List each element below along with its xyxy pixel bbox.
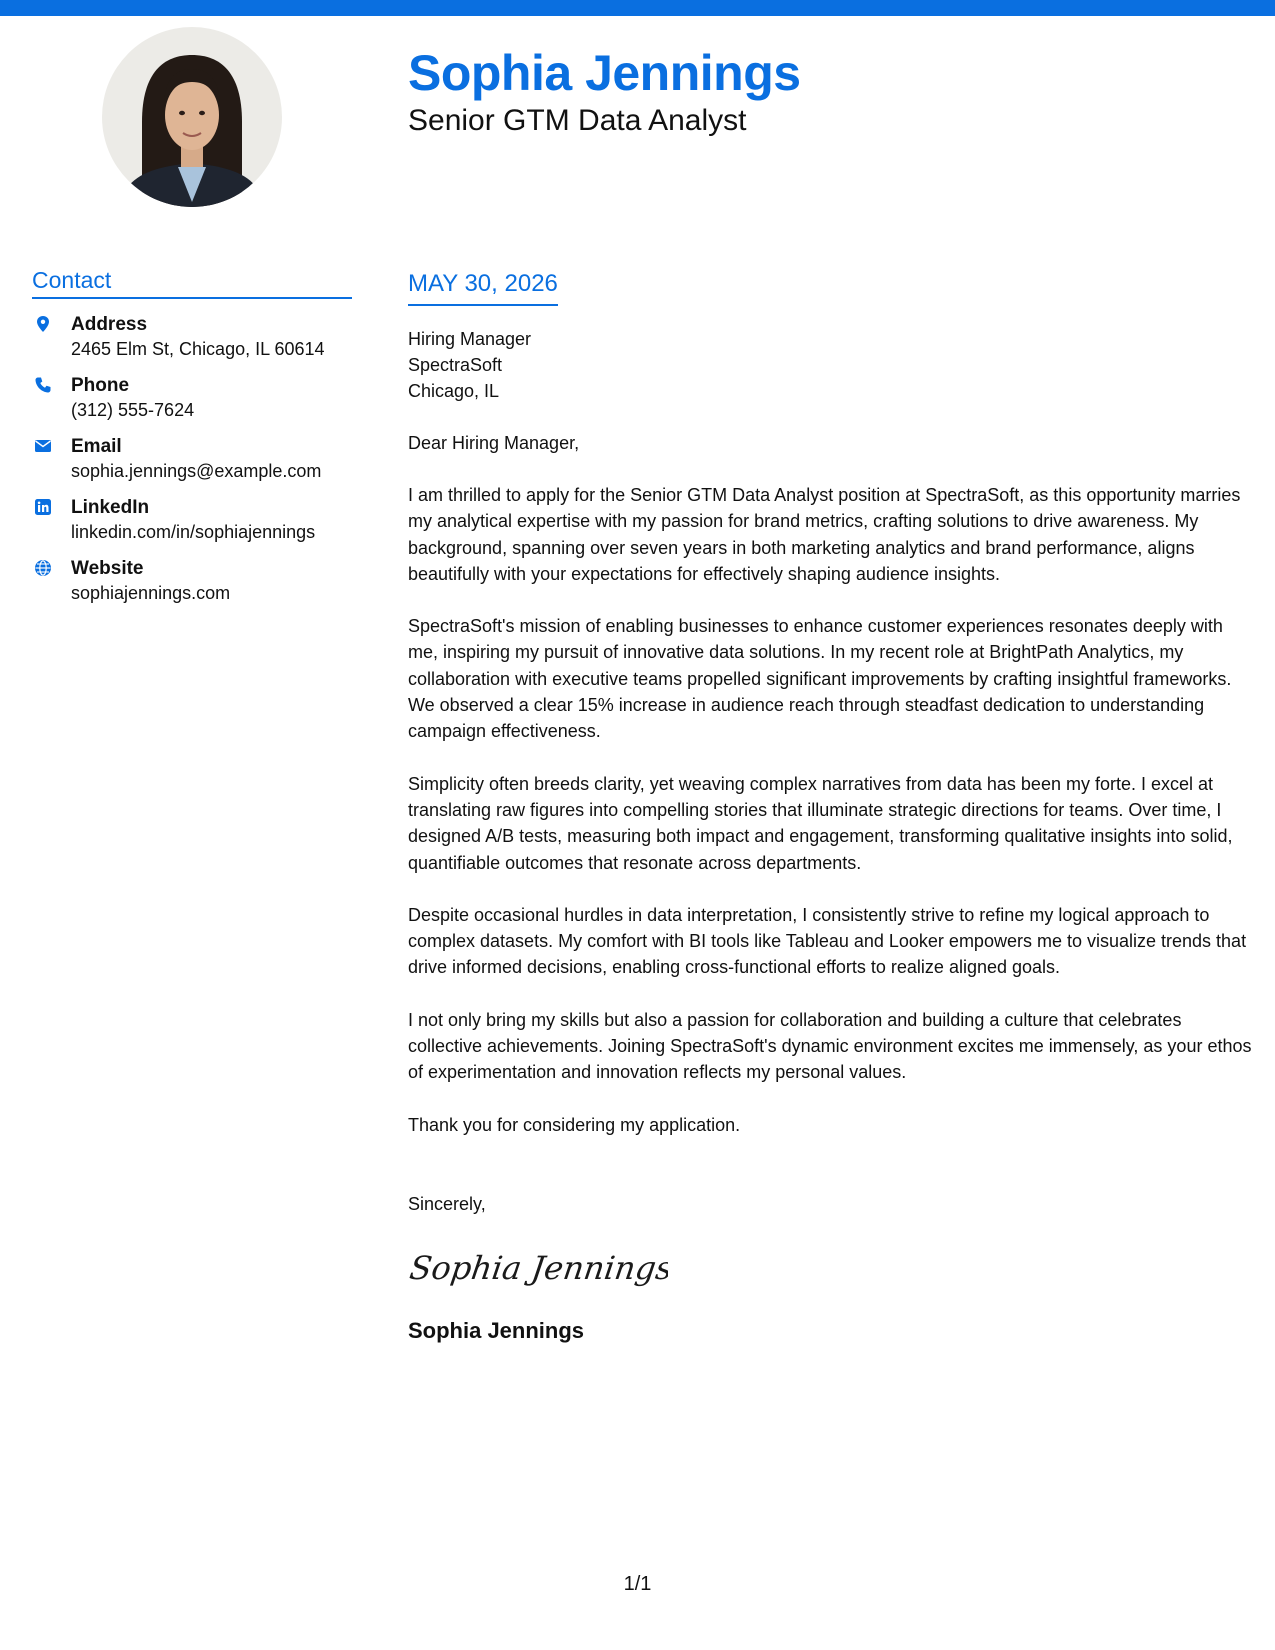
signer-name: Sophia Jennings bbox=[408, 1317, 585, 1343]
letter-paragraph: Simplicity often breeds clarity, yet weaving complex narratives from data has been my forte. I excel at translating raw figures into compelling stories that illuminate strategic directions for teams. Over time, I designed A/B tests, measuring both impact and engagement, transforming qualitative insights into solid, quantifiable outcomes that resonate across departments. bbox=[408, 773, 1233, 873]
closing: Sincerely, bbox=[408, 1193, 486, 1214]
letter-paragraph: I am thrilled to apply for the Senior GTM Data Analyst position at SpectraSoft, as this opportunity marries my analytical expertise with my passion for brand metrics, crafting solutions to drive awareness. My background, spanning over seven years in both marketing analytics and brand performance, aligns beautifully with your expectations for effectively shaping audience insights. bbox=[408, 485, 1241, 584]
contact-label: LinkedIn bbox=[71, 497, 150, 518]
signature-glyphs: Sophia Jennings bbox=[408, 1249, 668, 1287]
email-value: sophia.jennings@example.com bbox=[71, 461, 322, 481]
signature-image bbox=[408, 1239, 668, 1295]
address-value: 2465 Elm St, Chicago, IL 60614 bbox=[71, 339, 325, 359]
letter-paragraph: I not only bring my skills but also a passion for collaboration and building a culture that celebrates collective achievements. Joining SpectraSoft's dynamic environment excites me immensely, as your ethos of experimentation and innovation reflects my personal values. bbox=[408, 1009, 1252, 1083]
contact-item-phone bbox=[32, 374, 352, 422]
contact-label: Email bbox=[71, 436, 122, 457]
contact-label: Address bbox=[71, 314, 148, 335]
recipient-line: Chicago, IL bbox=[408, 381, 500, 401]
location-pin-icon bbox=[34, 315, 52, 333]
letter-body bbox=[408, 268, 1253, 1345]
letter-paragraph: Despite occasional hurdles in data interpretation, I consistently strive to refine my logical approach to complex datasets. My comfort with BI tools like Tableau and Looker empowers me to visualize trends that drive informed decisions, enabling cross-functional efforts to realize aligned goals. bbox=[408, 904, 1247, 978]
salutation: Dear Hiring Manager, bbox=[408, 433, 580, 453]
contact-label: Phone bbox=[71, 375, 130, 396]
contact-item-website bbox=[32, 557, 352, 605]
phone-value: (312) 555-7624 bbox=[71, 400, 195, 420]
envelope-icon bbox=[34, 437, 52, 455]
job-title: Senior GTM Data Analyst bbox=[408, 104, 747, 137]
applicant-name: Sophia Jennings bbox=[408, 45, 801, 101]
contact-item-linkedin bbox=[32, 496, 352, 544]
contact-item-email bbox=[32, 435, 352, 483]
profile-photo bbox=[102, 27, 282, 207]
recipient-block bbox=[408, 326, 1253, 404]
top-accent-bar bbox=[0, 0, 1275, 16]
linkedin-icon bbox=[34, 498, 52, 516]
letter-paragraph: SpectraSoft's mission of enabling businesses to enhance customer experiences resonates deeply with me, inspiring my pursuit of innovative data solutions. In my recent role at BrightPath Analytics, my collaboration with executive teams propelled significant improvements by crafting insightful frameworks. We observed a clear 15% increase in audience reach through steadfast dedication to understanding campaign effectiveness. bbox=[408, 616, 1232, 742]
page-number: 1/1 bbox=[623, 1573, 652, 1595]
phone-icon bbox=[34, 376, 52, 394]
contact-heading: Contact bbox=[32, 266, 352, 299]
recipient-line: SpectraSoft bbox=[408, 355, 503, 375]
linkedin-value: linkedin.com/in/sophiajennings bbox=[71, 522, 316, 542]
contact-item-address bbox=[32, 313, 352, 361]
letter-paragraph: Thank you for considering my application. bbox=[408, 1114, 741, 1135]
globe-icon bbox=[34, 559, 52, 577]
contact-label: Website bbox=[71, 558, 144, 579]
recipient-line: Hiring Manager bbox=[408, 329, 532, 349]
letter-date: MAY 30, 2026 bbox=[408, 268, 558, 306]
website-value: sophiajennings.com bbox=[71, 583, 231, 603]
contact-sidebar bbox=[32, 266, 352, 618]
